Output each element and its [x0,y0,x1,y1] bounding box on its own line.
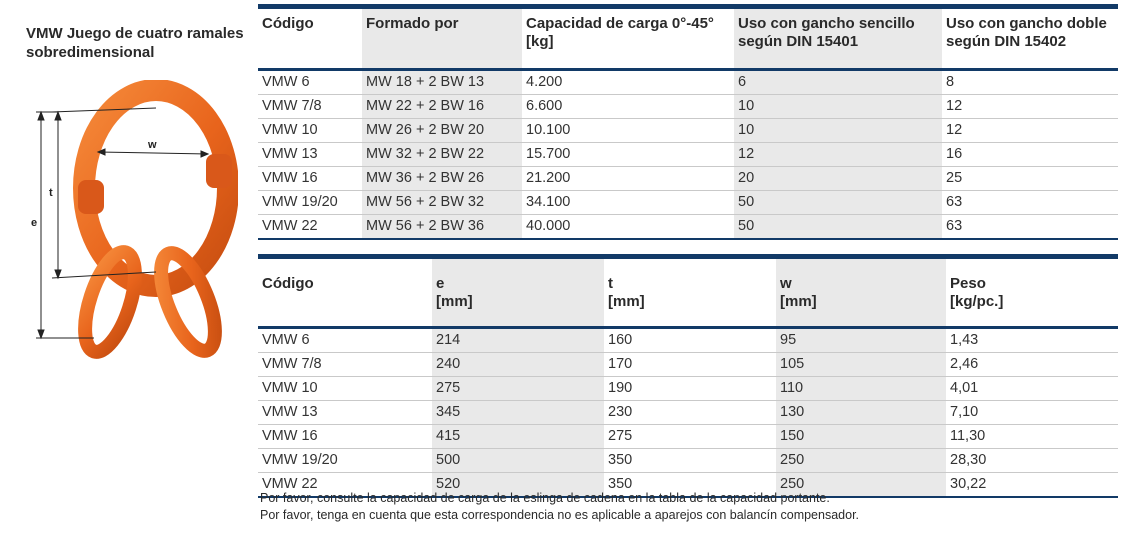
cell-composition: MW 18 + 2 BW 13 [362,70,522,95]
cell-code: VMW 10 [258,377,432,401]
cell-weight: 2,46 [946,353,1118,377]
cell-composition: MW 22 + 2 BW 16 [362,95,522,119]
col-header-double-hook: Uso con gancho doble según DIN 15402 [942,7,1118,70]
dimensions-table [258,254,1118,498]
table-row [258,191,1118,215]
cell-w: 250 [776,473,946,498]
cell-single-hook: 12 [734,143,942,167]
footnote-balancer: Por favor, tenga en cuenta que esta correspondencia no es aplicable a aparejos con balancín compensador. [260,508,860,522]
cell-e: 500 [432,449,604,473]
intermediate-link-left [75,246,145,357]
cell-t: 170 [604,353,776,377]
cell-e: 275 [432,377,604,401]
cell-capacity: 4.200 [522,70,734,95]
dim-e-label: e [31,217,38,229]
cell-double-hook: 25 [942,167,1118,191]
cell-e: 240 [432,353,604,377]
cell-code: VMW 13 [258,143,362,167]
cell-w: 130 [776,401,946,425]
product-title: VMW Juego de cuatro ramales sobredimensional [26,25,244,61]
cell-single-hook: 10 [734,119,942,143]
cell-e: 345 [432,401,604,425]
header-name: w [780,275,792,292]
footnotes [260,490,859,524]
header-name: t [608,275,613,292]
cell-code: VMW 7/8 [258,95,362,119]
capacity-table [258,4,1118,240]
cell-composition: MW 26 + 2 BW 20 [362,119,522,143]
col-header-code [258,257,432,328]
cell-capacity: 6.600 [522,95,734,119]
table-row [258,401,1118,425]
cell-composition: MW 56 + 2 BW 32 [362,191,522,215]
master-link-weld-right [206,154,232,188]
cell-capacity: 34.100 [522,191,734,215]
cell-code: VMW 22 [258,473,432,498]
cell-capacity: 21.200 [522,167,734,191]
cell-e: 214 [432,328,604,353]
cell-t: 190 [604,377,776,401]
table-row [258,353,1118,377]
master-link-illustration [28,80,238,360]
cell-double-hook: 63 [942,191,1118,215]
cell-w: 110 [776,377,946,401]
cell-weight: 1,43 [946,328,1118,353]
cell-e: 520 [432,473,604,498]
dim-w-line [98,152,208,154]
cell-t: 350 [604,473,776,498]
dim-t-arrow-top [55,112,61,120]
cell-weight: 4,01 [946,377,1118,401]
header-unit: [mm] [436,293,473,310]
cell-w: 250 [776,449,946,473]
dim-e-arrow-top [38,112,44,120]
dim-t-label: t [49,187,53,199]
cell-code: VMW 13 [258,401,432,425]
cell-t: 350 [604,449,776,473]
table-row [258,143,1118,167]
cell-double-hook: 63 [942,215,1118,240]
cell-composition: MW 56 + 2 BW 36 [362,215,522,240]
cell-composition: MW 32 + 2 BW 22 [362,143,522,167]
cell-weight: 7,10 [946,401,1118,425]
cell-double-hook: 16 [942,143,1118,167]
cell-code: VMW 19/20 [258,449,432,473]
header-name: Código [262,275,314,292]
cell-weight: 11,30 [946,425,1118,449]
table-row [258,95,1118,119]
cell-w: 95 [776,328,946,353]
table-row [258,377,1118,401]
cell-code: VMW 6 [258,328,432,353]
cell-code: VMW 16 [258,425,432,449]
col-header-capacity: Capacidad de carga 0°-45° [kg] [522,7,734,70]
cell-code: VMW 19/20 [258,191,362,215]
footnote-capacity: Por favor, consulte la capacidad de carga de la eslinga de cadena en la tabla de la capacidad portante. [260,491,830,505]
dim-t-arrow-bottom [55,270,61,278]
table-row [258,328,1118,353]
dim-e-arrow-bottom [38,330,44,338]
cell-double-hook: 12 [942,95,1118,119]
cell-code: VMW 10 [258,119,362,143]
cell-capacity: 15.700 [522,143,734,167]
cell-e: 415 [432,425,604,449]
cell-single-hook: 6 [734,70,942,95]
cell-weight: 28,30 [946,449,1118,473]
header-name: e [436,275,445,292]
col-header-single-hook: Uso con gancho sencillo según DIN 15401 [734,7,942,70]
cell-code: VMW 22 [258,215,362,240]
dim-w-label: w [148,139,157,151]
cell-single-hook: 20 [734,167,942,191]
cell-t: 275 [604,425,776,449]
cell-w: 105 [776,353,946,377]
dim-w-arrow-right [201,151,208,157]
cell-t: 160 [604,328,776,353]
header-unit: [kg/pc.] [950,293,1004,310]
cell-composition: MW 36 + 2 BW 26 [362,167,522,191]
table-row [258,215,1118,240]
col-header-e [432,257,604,328]
col-header-t [604,257,776,328]
cell-single-hook: 50 [734,215,942,240]
col-header-w [776,257,946,328]
cell-double-hook: 12 [942,119,1118,143]
cell-single-hook: 10 [734,95,942,119]
table-row [258,167,1118,191]
cell-code: VMW 16 [258,167,362,191]
header-unit: [mm] [780,293,817,310]
master-link-weld-left [78,180,104,214]
cell-single-hook: 50 [734,191,942,215]
cell-weight: 30,22 [946,473,1118,498]
col-header-composition: Formado por [362,7,522,70]
table-row [258,119,1118,143]
cell-double-hook: 8 [942,70,1118,95]
col-header-weight [946,257,1118,328]
table-row [258,425,1118,449]
cell-code: VMW 7/8 [258,353,432,377]
cell-w: 150 [776,425,946,449]
header-unit: [mm] [608,293,645,310]
table-row [258,70,1118,95]
cell-capacity: 40.000 [522,215,734,240]
table-row [258,449,1118,473]
cell-code: VMW 6 [258,70,362,95]
cell-t: 230 [604,401,776,425]
header-name: Peso [950,275,986,292]
col-header-code: Código [258,7,362,70]
cell-capacity: 10.100 [522,119,734,143]
